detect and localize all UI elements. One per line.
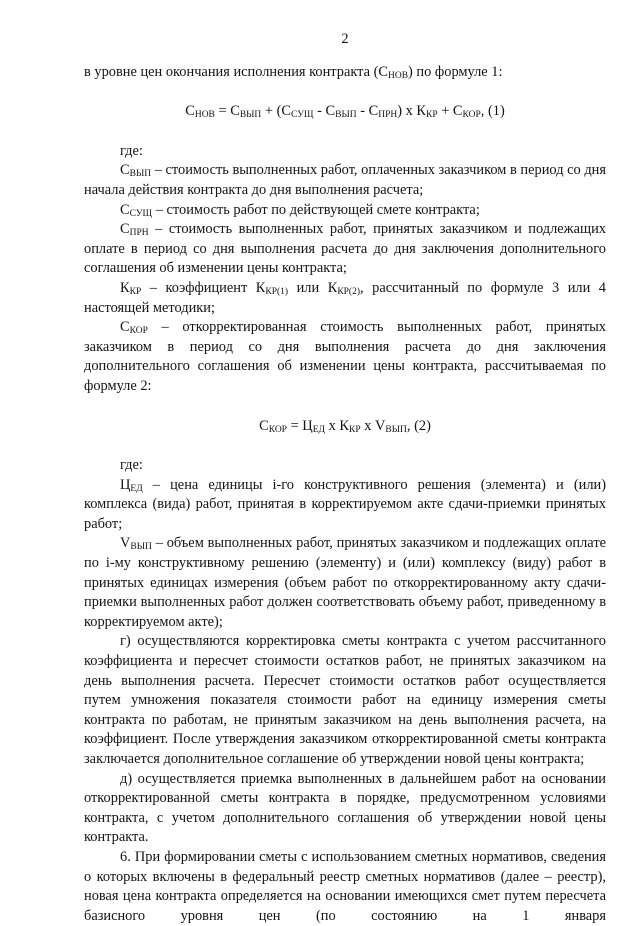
definition-subscript: ВЫП xyxy=(129,169,152,180)
formula-term: , (2) xyxy=(406,417,431,434)
formula-subscript: ВЫП xyxy=(335,110,357,121)
spacer xyxy=(84,436,606,456)
definition-subscript: КР xyxy=(129,286,142,297)
definition-symbol: V xyxy=(120,535,131,552)
spacer xyxy=(84,82,606,102)
definition-text: – стоимость работ по действующей смете контракта; xyxy=(152,201,480,218)
definition-item xyxy=(84,161,606,200)
formula-1 xyxy=(84,102,606,122)
formula-term: х К xyxy=(324,417,349,434)
definition-text: – откорректированная стоимость выполненных работ, принятых заказчиком в период со дня выполнения расчета до дня заключения дополнительного соглашения об изменении цены контракта, рассчитываемая по формуле 2: xyxy=(84,319,606,394)
definition-subscript: КР(1) xyxy=(265,286,289,297)
intro-line: в уровне цен окончания исполнения контракта $(С_{НОВ})$ по формуле 1: xyxy=(84,63,503,81)
spacer xyxy=(84,397,606,417)
definition-symbol: С xyxy=(120,221,130,238)
formula-term: = Ц xyxy=(286,417,313,434)
spacer xyxy=(84,122,606,142)
definition-symbol: К xyxy=(120,279,130,296)
definitions-list-1 xyxy=(84,161,606,396)
definition-text: , рассчитанный по формуле 3 или 4 настоящей методики; xyxy=(84,279,606,316)
formula-2 xyxy=(84,417,606,437)
formula-term: + С xyxy=(437,103,463,120)
definition-subscript: КОР xyxy=(129,326,148,337)
paragraph-6: 6. При формировании сметы с использованием сметных нормативов, сведения о которых включены в федеральный реестр сметных нормативов (далее – реестр), новая цена контракта определяется на основании имеющихся смет путем пересчета базисного уровня цен (по состоянию на 1 января xyxy=(84,848,606,924)
formula-subscript: СУЩ xyxy=(291,110,314,121)
definition-subscript: ВЫП xyxy=(130,542,152,553)
formula-subscript: ВЫП xyxy=(239,110,262,121)
definition-text: – цена единицы i-го конструктивного решения (элемента) и (или) комплекса (вида) работ, принятая в корректируемом акте сдачи-приемки принятых работ; xyxy=(84,476,606,532)
definition-item xyxy=(84,476,606,535)
where-label-2: где: xyxy=(120,457,143,474)
definition-text: – коэффициент К xyxy=(141,279,266,296)
definition-text: – объем выполненных работ, принятых заказчиком и подлежащих оплате по i-му конструктивному решению (элементу) и (или) комплексу (виду) работ в принятых единицах измерения (объем работ по откорректированному акту сдачи-приемки выполненных работ должен соответствовать объему работ, приведенному в корректируемом акте); xyxy=(84,535,606,630)
formula-term: х V xyxy=(360,417,386,434)
formula-subscript: КОР xyxy=(462,110,481,121)
definition-subscript: КР(2) xyxy=(337,286,361,297)
definition-item xyxy=(84,318,606,396)
definition-symbol: С xyxy=(120,201,130,218)
definition-item xyxy=(84,201,606,221)
definition-subscript: ПРН xyxy=(129,228,149,239)
formula-term: - С xyxy=(356,103,379,120)
paragraph-g: г) осуществляются корректировка сметы контракта с учетом рассчитанного коэффициента и пересчет стоимости остатков работ, не принятых заказчиком на день выполнения расчета. Пересчет стоимости остатков работ осуществляется путем умножения показателя стоимости работ на единицу измерения сметы контракта по работам, не принятым заказчиком на день выполнения расчета, на коэффициент. После утверждения заказчиком откорректированной сметы контракта заключается дополнительное соглашение об утверждении новой цены контракта; xyxy=(84,633,606,767)
formula-term: , (1) xyxy=(480,103,505,120)
definition-text: – стоимость выполненных работ, оплаченных заказчиком в период со дня начала действия контракта до дня выполнения расчета; xyxy=(84,162,606,198)
definition-symbol: С xyxy=(120,162,130,179)
formula-subscript: ЕД xyxy=(312,424,325,435)
definition-subscript: ЕД xyxy=(130,483,143,494)
definition-symbol: Ц xyxy=(120,476,131,493)
definitions-list-2 xyxy=(84,476,606,633)
formula-subscript: КР xyxy=(426,110,438,121)
definition-item xyxy=(84,220,606,279)
formula-subscript: ПРН xyxy=(378,110,398,121)
definition-text: или К xyxy=(288,279,338,296)
page-number: 2 xyxy=(341,31,349,47)
formula-term: ) х К xyxy=(397,103,426,120)
definition-symbol: С xyxy=(120,319,130,336)
formula-subscript: ВЫП xyxy=(385,424,407,435)
formula-subscript: КР xyxy=(348,424,361,435)
formula-term: - С xyxy=(313,103,336,120)
definition-subscript: СУЩ xyxy=(129,208,153,219)
formula-term: + (С xyxy=(261,103,291,120)
paragraph-d: д) осуществляется приемка выполненных в дальнейшем работ на основании откорректированной сметы контракта в порядке, предусмотренном условиями контракта, с учетом дополнительного соглашения об утверждении новой цены контракта. xyxy=(84,770,606,846)
formula-term: С xyxy=(259,417,269,434)
formula-term: = С xyxy=(214,103,240,120)
formula-term: С xyxy=(185,103,195,120)
where-label-1: где: xyxy=(120,142,143,159)
definition-item xyxy=(84,279,606,318)
formula-subscript: КОР xyxy=(268,424,287,435)
formula-subscript: НОВ xyxy=(194,110,215,121)
definition-item xyxy=(84,534,606,632)
definition-text: – стоимость выполненных работ, принятых заказчиком и подлежащих оплате в период со дня выполнения расчета до дня заключения дополнительного соглашения об изменении цены контракта; xyxy=(84,221,606,277)
